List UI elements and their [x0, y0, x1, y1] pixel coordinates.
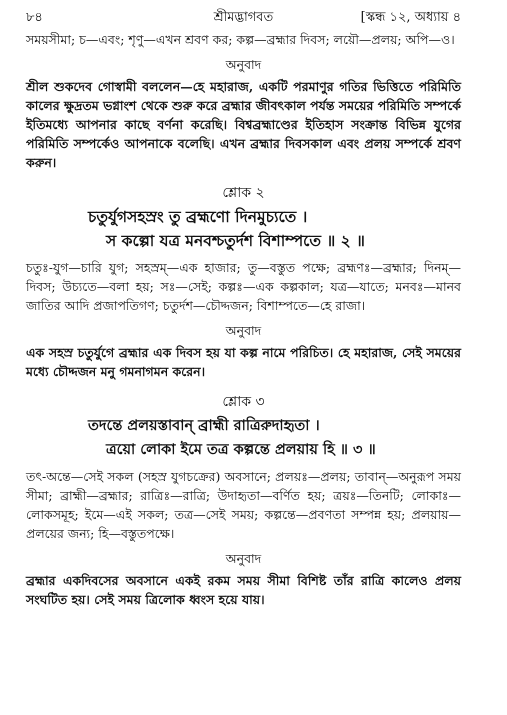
translation-1: শ্রীল শুকদেব গোস্বামী বললেন—হে মহারাজ, একটি পরমাণুর গতির ভিত্তিতে পরিমিতি কালের ক্ষুদ্রতম ভগ্নাংশ থেকে শুরু করে ব্রহ্মার জীবৎকাল পর্যন্ত সময়ের পরিমিতি সম্পর্কে ইতিমধ্যে আপনার কাছে বর্ণনা করেছি। বিশ্বব্রহ্মাণ্ডের ইতিহাস সংক্রান্ত বিভিন্ন যুগের পরিমিতি সম্পর্কেও আপনাকে বলেছি। এখন ব্রহ্মার দিবসকাল এবং প্রলয় সম্পর্কে শ্রবণ করুন। [26, 79, 461, 170]
sloka-2-translation: এক সহস্র চতুর্যুগে ব্রহ্মার এক দিবস হয় যা কল্প নামে পরিচিত। হে মহারাজ, সেই সময়ের মধ্যে চৌদ্দজন মনু গমনাগমন করেন। [26, 345, 461, 379]
book-title: শ্রীমদ্ভাগবত [213, 10, 274, 25]
sloka-3-line-2: ত্রয়ো লোকা ইমে তত্র কল্পন্তে প্রলয়ায় হি ॥ ৩ ॥ [106, 441, 376, 458]
section-reference: [স্কন্ধ ১২, অধ্যায় ৪ [360, 10, 461, 25]
sloka-3-translation: ব্রহ্মার একদিবসের অবসানে একই রকম সময় সীমা বিশিষ্ট তাঁর রাত্রি কালেও প্রলয় সংঘটিত হয়। সেই সময় ত্রিলোক ধ্বংস হয়ে যায়। [26, 573, 461, 607]
sloka-3-label: শ্লোক ৩ [222, 394, 265, 410]
anubad-heading-1: অনুবাদ [225, 57, 262, 72]
running-header [26, 8, 461, 30]
anubad-heading-3: অনুবাদ [225, 551, 262, 566]
sloka-3-line-1: তদন্তে প্রলয়স্তাবান্ ব্রাহ্মী রাত্রিরুদাহৃতা । [88, 417, 320, 434]
sloka-2-line-1: চতুর্যুগসহস্রং তু ব্রহ্মণো দিনমুচ্যতে । [88, 207, 308, 226]
sloka-2-word-meaning: চতুঃ-যুগ—চারি যুগ; সহস্রম্—এক হাজার; তু—বস্তুত পক্ষে; ব্রহ্মণঃ—ব্রহ্মার; দিনম্—দিবস; উচ্যতে—বলা হয়; সঃ—সেই; কল্পঃ—এক কল্পকাল; যত্র—যাতে; মনবঃ—মানব জাতির আদি প্রজাপতিগণ; চতুর্দশ—চৌদ্দজন; বিশাম্পতে—হে রাজা। [26, 260, 461, 313]
anubad-heading-2: অনুবাদ [225, 323, 262, 338]
page-number: ৮৪ [26, 10, 43, 25]
sloka-3-word-meaning: তৎ-অন্তে—সেই সকল (সহস্র যুগচক্রের) অবসানে; প্রলয়ঃ—প্রলয়; তাবান্—অনুরূপ সময় সীমা; ব্রাহ্মী—ব্রহ্মার; রাত্রিঃ—রাত্রি; উদাহৃতা—বর্ণিত হয়; ত্রয়ঃ—তিনটি; লোকাঃ—লোকসমূহ; ইমে—এই সকল; তত্র—সেই সময়; কল্পন্তে—প্রবণতা সম্পন্ন হয়; প্রলয়ায়—প্রলয়ের জন্য; হি—বস্তুতপক্ষে। [26, 469, 461, 541]
word-meaning-1: সময়সীমা; চ—এবং; শৃণু—এখন শ্রবণ কর; কল্প—ব্রহ্মার দিবস; লয়ৌ—প্রলয়; অপি—ও। [26, 32, 455, 47]
sloka-2-label: শ্লোক ২ [222, 185, 265, 201]
sloka-2-line-2: স কল্পো যত্র মনবশ্চতুর্দশ বিশাম্পতে ॥ ২ ॥ [106, 231, 365, 250]
